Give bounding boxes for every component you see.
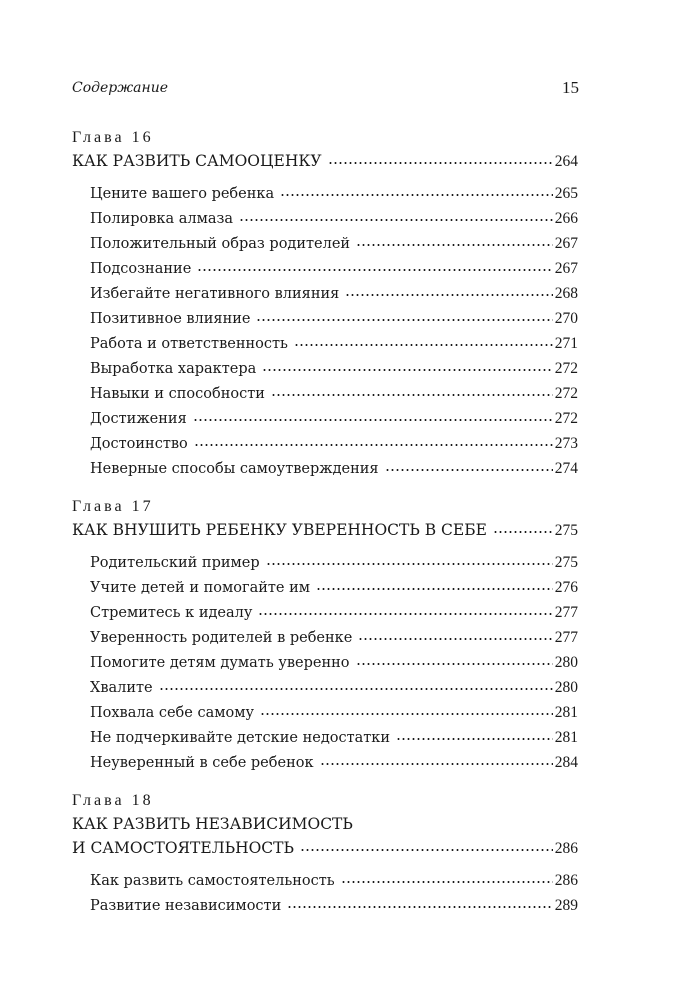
dot-leader (271, 388, 555, 398)
toc-entry-title: Стремитесь к идеалу (90, 605, 253, 621)
toc-entry-page-number: 267 (554, 260, 578, 277)
toc-entry-page-number: 280 (554, 654, 578, 671)
toc-entry-title: Неверные способы самоутверждения (90, 461, 379, 477)
toc-entry-page-number: 277 (554, 604, 578, 621)
dot-leader (320, 757, 555, 767)
chapter-title-entry[interactable] (72, 518, 578, 542)
toc-entry-page-number: 273 (554, 435, 578, 452)
toc-entry-title: Хвалите (90, 680, 153, 696)
chapter-17 (72, 495, 578, 775)
toc-entry-page-number: 272 (554, 360, 578, 377)
toc-entry-title: Уверенность родителей в ребенке (90, 630, 353, 646)
dot-leader (239, 213, 555, 223)
toc-entry-title: Навыки и способности (90, 386, 265, 402)
dot-leader (316, 582, 555, 592)
toc-entry-page-number: 271 (554, 335, 578, 352)
toc-entry[interactable] (72, 281, 578, 306)
page-number: 15 (562, 78, 579, 97)
toc-entry[interactable] (72, 256, 578, 281)
table-of-contents (72, 126, 578, 918)
dot-leader (358, 632, 554, 642)
toc-entry-title: Позитивное влияние (90, 311, 251, 327)
toc-entry[interactable] (72, 456, 578, 481)
toc-entry-page-number: 289 (554, 897, 578, 914)
toc-entry-title: Как развить самостоятельность (90, 873, 335, 889)
toc-entry[interactable] (72, 600, 578, 625)
dot-leader (280, 188, 555, 198)
toc-entry[interactable] (72, 306, 578, 331)
chapter-page-number: 275 (554, 522, 578, 539)
toc-entry[interactable] (72, 750, 578, 775)
toc-entry[interactable] (72, 550, 578, 575)
chapter-label: Глава 17 (72, 498, 154, 515)
dot-leader (328, 156, 555, 166)
toc-entry[interactable] (72, 650, 578, 675)
toc-entry-title: Учите детей и помогайте им (90, 580, 311, 596)
toc-entry[interactable] (72, 181, 578, 206)
toc-entry-title: Работа и ответственность (90, 336, 288, 352)
dot-leader (493, 525, 555, 535)
toc-entry-page-number: 284 (554, 754, 578, 771)
toc-entry-title: Подсознание (90, 261, 192, 277)
toc-entry[interactable] (72, 406, 578, 431)
toc-entry[interactable] (72, 231, 578, 256)
toc-entry[interactable] (72, 893, 578, 918)
toc-entry-page-number: 281 (554, 729, 578, 746)
toc-entry[interactable] (72, 575, 578, 600)
toc-entry-page-number: 280 (554, 679, 578, 696)
toc-entry-title: Не подчеркивайте детские недостатки (90, 730, 391, 746)
dot-leader (260, 707, 555, 717)
dot-leader (266, 557, 555, 567)
dot-leader (356, 238, 555, 248)
toc-entry-title: Неуверенный в себе ребенок (90, 755, 314, 771)
dot-leader (345, 288, 554, 298)
toc-entry-title: Полировка алмаза (90, 211, 234, 227)
chapter-page-number: 286 (554, 840, 578, 857)
toc-entry-page-number: 266 (554, 210, 578, 227)
toc-entry-page-number: 281 (554, 704, 578, 721)
dot-leader (356, 657, 555, 667)
toc-entry-title: Похвала себе самому (90, 705, 255, 721)
chapter-title-entry[interactable] (72, 836, 578, 860)
dot-leader (159, 682, 555, 692)
toc-entry-page-number: 267 (554, 235, 578, 252)
running-title: Содержание (72, 80, 169, 96)
chapter-label: Глава 18 (72, 792, 154, 809)
toc-entry-page-number: 286 (554, 872, 578, 889)
toc-entry-title: Положительный образ родителей (90, 236, 351, 252)
toc-entry-page-number: 268 (554, 285, 578, 302)
dot-leader (300, 843, 555, 853)
dot-leader (197, 263, 554, 273)
toc-entry[interactable] (72, 700, 578, 725)
toc-entry-title: Выработка характера (90, 361, 257, 377)
page-header (72, 78, 579, 102)
dot-leader (385, 463, 555, 473)
dot-leader (258, 607, 554, 617)
toc-entry-page-number: 275 (554, 554, 578, 571)
dot-leader (262, 363, 554, 373)
chapter-title-line[interactable]: КАК РАЗВИТЬ НЕЗАВИСИМОСТЬ (72, 815, 353, 833)
toc-entry[interactable] (72, 675, 578, 700)
dot-leader (194, 438, 555, 448)
toc-entry[interactable] (72, 868, 578, 893)
chapter-label: Глава 16 (72, 129, 154, 146)
dot-leader (341, 875, 555, 885)
toc-entry[interactable] (72, 431, 578, 456)
toc-entry-title: Достижения (90, 411, 187, 427)
chapter-18 (72, 789, 578, 918)
toc-entry-page-number: 265 (554, 185, 578, 202)
toc-entry-title: Помогите детям думать уверенно (90, 655, 350, 671)
toc-entry-page-number: 270 (554, 310, 578, 327)
toc-entry-title: Развитие независимости (90, 898, 282, 914)
toc-entry-page-number: 277 (554, 629, 578, 646)
chapter-title-entry[interactable] (72, 149, 578, 173)
toc-entry[interactable] (72, 725, 578, 750)
chapter-16 (72, 126, 578, 481)
toc-entry-title: Достоинство (90, 436, 188, 452)
dot-leader (294, 338, 555, 348)
toc-entry[interactable] (72, 206, 578, 231)
chapter-page-number: 264 (554, 153, 578, 170)
chapter-title: КАК ВНУШИТЬ РЕБЕНКУ УВЕРЕННОСТЬ В СЕБЕ (72, 521, 487, 539)
toc-entry-page-number: 274 (554, 460, 578, 477)
toc-entry-page-number: 276 (554, 579, 578, 596)
toc-entry[interactable] (72, 625, 578, 650)
toc-entry-title: Родительский пример (90, 555, 260, 571)
dot-leader (287, 900, 555, 910)
dot-leader (193, 413, 555, 423)
toc-entry-page-number: 272 (554, 385, 578, 402)
toc-entry[interactable] (72, 331, 578, 356)
toc-entry-page-number: 272 (554, 410, 578, 427)
toc-entry[interactable] (72, 381, 578, 406)
dot-leader (256, 313, 554, 323)
toc-entry-title: Цените вашего ребенка (90, 186, 275, 202)
chapter-title: И САМОСТОЯТЕЛЬНОСТЬ (72, 839, 294, 857)
toc-entry-title: Избегайте негативного влияния (90, 286, 340, 302)
dot-leader (396, 732, 555, 742)
toc-entry[interactable] (72, 356, 578, 381)
chapter-title: КАК РАЗВИТЬ САМООЦЕНКУ (72, 152, 322, 170)
